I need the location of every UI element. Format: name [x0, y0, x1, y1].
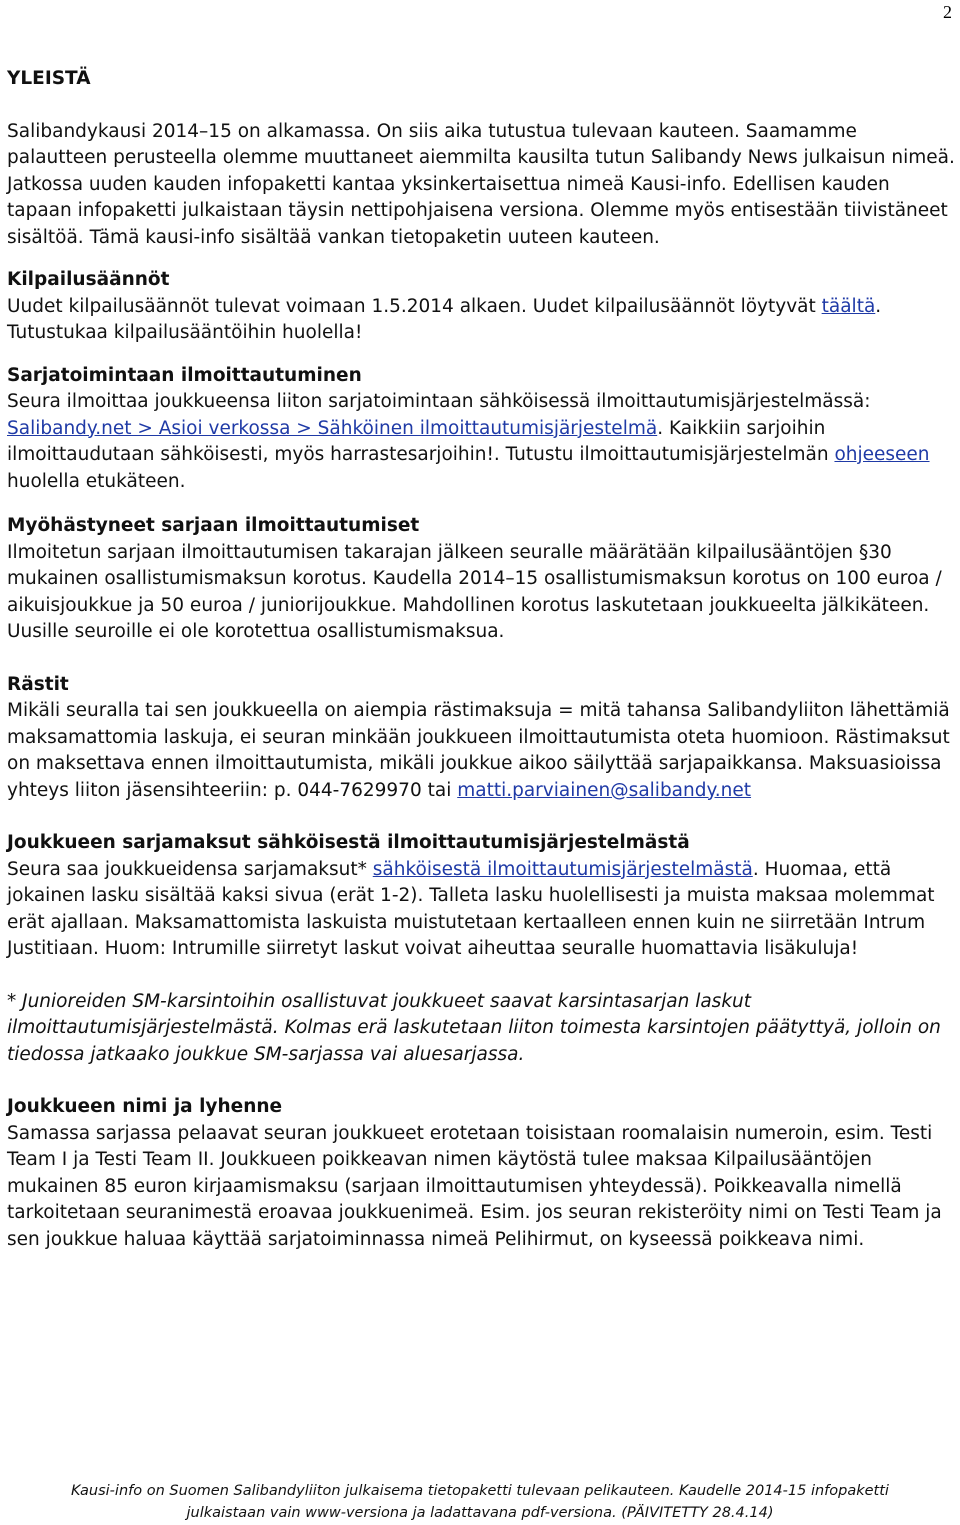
rules-heading: Kilpailusäännöt	[7, 269, 170, 290]
rules-text-1: Uudet kilpailusäännöt tulevat voimaan 1.5.2014 alkaen. Uudet kilpailusäännöt löytyvät	[7, 295, 822, 317]
rules-link[interactable]: täältä	[821, 295, 876, 317]
document-body	[7, 66, 955, 1253]
rastit-heading: Rästit	[7, 673, 69, 695]
page-number: 2	[943, 2, 952, 22]
intro-text: Salibandykausi 2014–15 on alkamassa. On siis aika tutustua tulevaan kauteen. Saamamme palautteen perusteella olemme muuttaneet aiemmilta kausilta tutun Salibandy News julkaisun nimeä. Jatkossa uuden kauden infopaketti kantaa yksinkertaisettua nimeä Kausi-info. Edellisen kauden tapaan infopaketti julkaistaan täysin nettipohjaisena versiona. Olemme myös entisestään tiivistäneet sisältöä. Tämä kausi-info sisältää vankan tietopaketin uuteen kauteen.	[7, 120, 955, 248]
fees-text-2: . Huomaa, että jokainen lasku sisältää kaksi sivua (erät 1-2). Talleta lasku huolellisesti ja muista maksaa molemmat erät ajallaan. Maksamattomista laskuista muistutetaan kertaalleen ennen kuin ne siirretään Intrum Justitiaan. Huom: Intrumille siirretyt laskut voivat aiheuttaa seuralle huomattavia lisäkuluja!	[7, 858, 935, 959]
footer-line-2: julkaistaan vain www-versiona ja ladattavana pdf-versiona. (PÄIVITETTY 28.4.14)	[186, 1505, 774, 1521]
team-name-heading: Joukkueen nimi ja lyhenne	[7, 1096, 283, 1117]
late-heading: Myöhästyneet sarjaan ilmoittautumiset	[7, 515, 420, 536]
instructions-link[interactable]: ohjeeseen	[834, 444, 930, 465]
email-link[interactable]: matti.parviainen@salibandy.net	[457, 779, 752, 801]
fees-note: * Junioreiden SM-karsintoihin osallistuvat joukkueet saavat karsintasarjan laskut ilmoittautumisjärjestelmästä. Kolmas erä laskutetaan liiton toimesta karsintojen päätyttyä, jolloin on tiedossa jatkaako joukkue SM-sarjassa vai aluesarjassa.	[7, 990, 941, 1065]
rastit-text: Mikäli seuralla tai sen joukkueella on aiempia rästimaksuja = mitä tahansa Salibandyliiton lähettämiä maksamattomia laskuja, ei seuran minkään joukkueen ilmoittautumista oteta huomioon. Rästimaksut on maksettava ennen ilmoittautumista, mikäli joukkue aikoo säilyttää sarjapaikkansa. Maksuasioissa yhteys liiton jäsensihteeriin: p. 044-7629970 tai	[7, 700, 950, 801]
registration-paragraph	[7, 389, 955, 495]
fees-link[interactable]: sähköisestä ilmoittautumisjärjestelmästä	[372, 858, 753, 880]
fees-paragraph	[7, 857, 955, 963]
page-title: YLEISTÄ	[7, 68, 91, 89]
intro-paragraph	[7, 119, 955, 252]
registration-text-1: Seura ilmoittaa joukkueensa liiton sarjatoimintaan sähköisessä ilmoittautumisjärjestelmässä:	[7, 391, 871, 412]
rules-text-2: . Tutustukaa kilpailusääntöihin huolella!	[7, 295, 882, 343]
fees-text-1: Seura saa joukkueidensa sarjamaksut*	[7, 858, 373, 880]
rastit-paragraph	[7, 698, 955, 804]
late-paragraph: Ilmoitetun sarjaan ilmoittautumisen takarajan jälkeen seuralle määrätään kilpailusääntöjen §30 mukainen osallistumismaksun korotus. Kaudella 2014–15 osallistumismaksun korotus on 100 euroa / aikuisjoukkue ja 50 euroa / juniorijoukkue. Mahdollinen korotus laskutetaan joukkueelta jälkikäteen. Uusille seuroille ei ole korotettua osallistumismaksua.	[7, 541, 942, 642]
rules-paragraph	[7, 294, 955, 347]
footer	[0, 1480, 960, 1524]
fees-heading: Joukkueen sarjamaksut sähköisestä ilmoittautumisjärjestelmästä	[7, 832, 690, 853]
footer-line-1: Kausi-info on Suomen Salibandyliiton julkaisema tietopaketti tulevaan pelikauteen. Kaudelle 2014-15 infopaketti	[71, 1483, 889, 1499]
registration-heading: Sarjatoimintaan ilmoittautuminen	[7, 364, 362, 386]
registration-system-link[interactable]: Salibandy.net > Asioi verkossa > Sähköinen ilmoittautumisjärjestelmä	[7, 417, 658, 439]
registration-text-3: huolella etukäteen.	[7, 470, 186, 492]
team-name-paragraph: Samassa sarjassa pelaavat seuran joukkueet erotetaan toisistaan roomalaisin numeroin, esim. Testi Team I ja Testi Team II. Joukkueen poikkeavan nimen käytöstä tulee maksaa Kilpailusääntöjen mukainen 85 euron kirjaamismaksu (sarjaan ilmoittautumisen yhteydessä). Poikkeavalla nimellä tarkoitetaan seuranimestä eroavaa joukkuenimeä. Esim. jos seuran rekisteröity nimi on Testi Team ja sen joukkue haluaa käyttää sarjatoiminnassa nimeä Pelihirmut, on kyseessä poikkeava nimi.	[7, 1122, 942, 1250]
registration-text-2: . Kaikkiin sarjoihin ilmoittaudutaan sähköisesti, myös harrastesarjoihin!. Tutustu ilmoittautumisjärjestelmän	[7, 417, 835, 465]
